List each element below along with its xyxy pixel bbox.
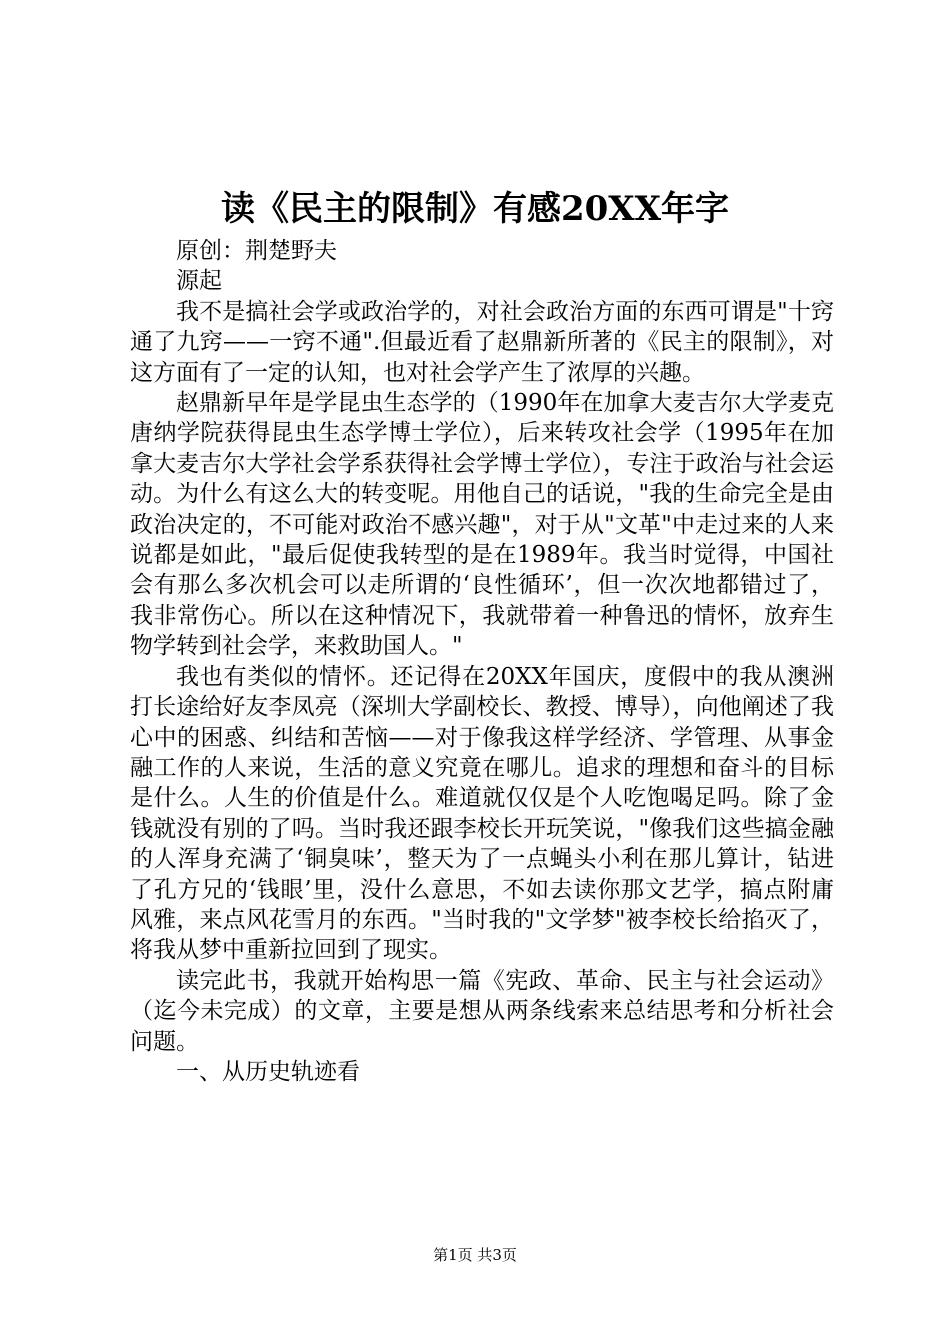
paragraph: 我不是搞社会学或政治学的，对社会政治方面的东西可谓是"十窍通了九窍——一窍不通".但最近看了赵鼎新所著的《民主的限制》，对这方面有了一定的认知，也对社会学产生了浓厚的兴趣。 (130, 298, 834, 386)
author-line: 原创：荆楚野夫 (176, 238, 337, 264)
section-heading-origin: 源起 (176, 268, 222, 295)
section-heading-history: 一、从历史轨迹看 (176, 1058, 360, 1085)
paragraph: 赵鼎新早年是学昆虫生态学的（1990年在加拿大麦吉尔大学麦克唐纳学院获得昆虫生态学博士学位），后来转攻社会学（1995年在加拿大麦吉尔大学社会学系获得社会学博士学位），专注于政治与社会运动。为什么有这么大的转变呢。用他自己的话说，"我的生命完全是由政治决定的，不可能对政治不感兴趣"，对于从"文革"中走过来的人来说都是如此，"最后促使我转型的是在1989年。我当时觉得，中国社会有那么多次机会可以走所谓的‘良性循环’，但一次次地都错过了，我非常伤心。所以在这种情况下，我就带着一种鲁迅的情怀，放弃生物学转到社会学，来救助国人。" (130, 390, 834, 660)
document-body (130, 236, 834, 1087)
paragraph: 读完此书，我就开始构思一篇《宪政、革命、民主与社会运动》（迄今未完成）的文章，主要是想从两条线索来总结思考和分析社会问题。 (130, 967, 834, 1055)
paragraph: 我也有类似的情怀。还记得在20XX年国庆，度假中的我从澳洲打长途给好友李凤亮（深圳大学副校长、教授、博导），向他阐述了我心中的困惑、纠结和苦恼——对于像我这样学经济、学管理、从事金融工作的人来说，生活的意义究竟在哪儿。追求的理想和奋斗的目标是什么。人生的价值是什么。难道就仅仅是个人吃饱喝足吗。除了金钱就没有别的了吗。当时我还跟李校长开玩笑说，"像我们这些搞金融的人浑身充满了‘铜臭味’，整天为了一点蝇头小利在那儿算计，钻进了孔方兄的‘钱眼’里，没什么意思，不如去读你那文艺学，搞点附庸风雅，来点风花雪月的东西。"当时我的"文学梦"被李校长给掐灭了，将我从梦中重新拉回到了现实。 (130, 663, 834, 964)
document-title: 读《民主的限制》有感20XX年字 (220, 189, 730, 229)
page-number-footer: 第1页 共3页 (433, 1246, 517, 1264)
